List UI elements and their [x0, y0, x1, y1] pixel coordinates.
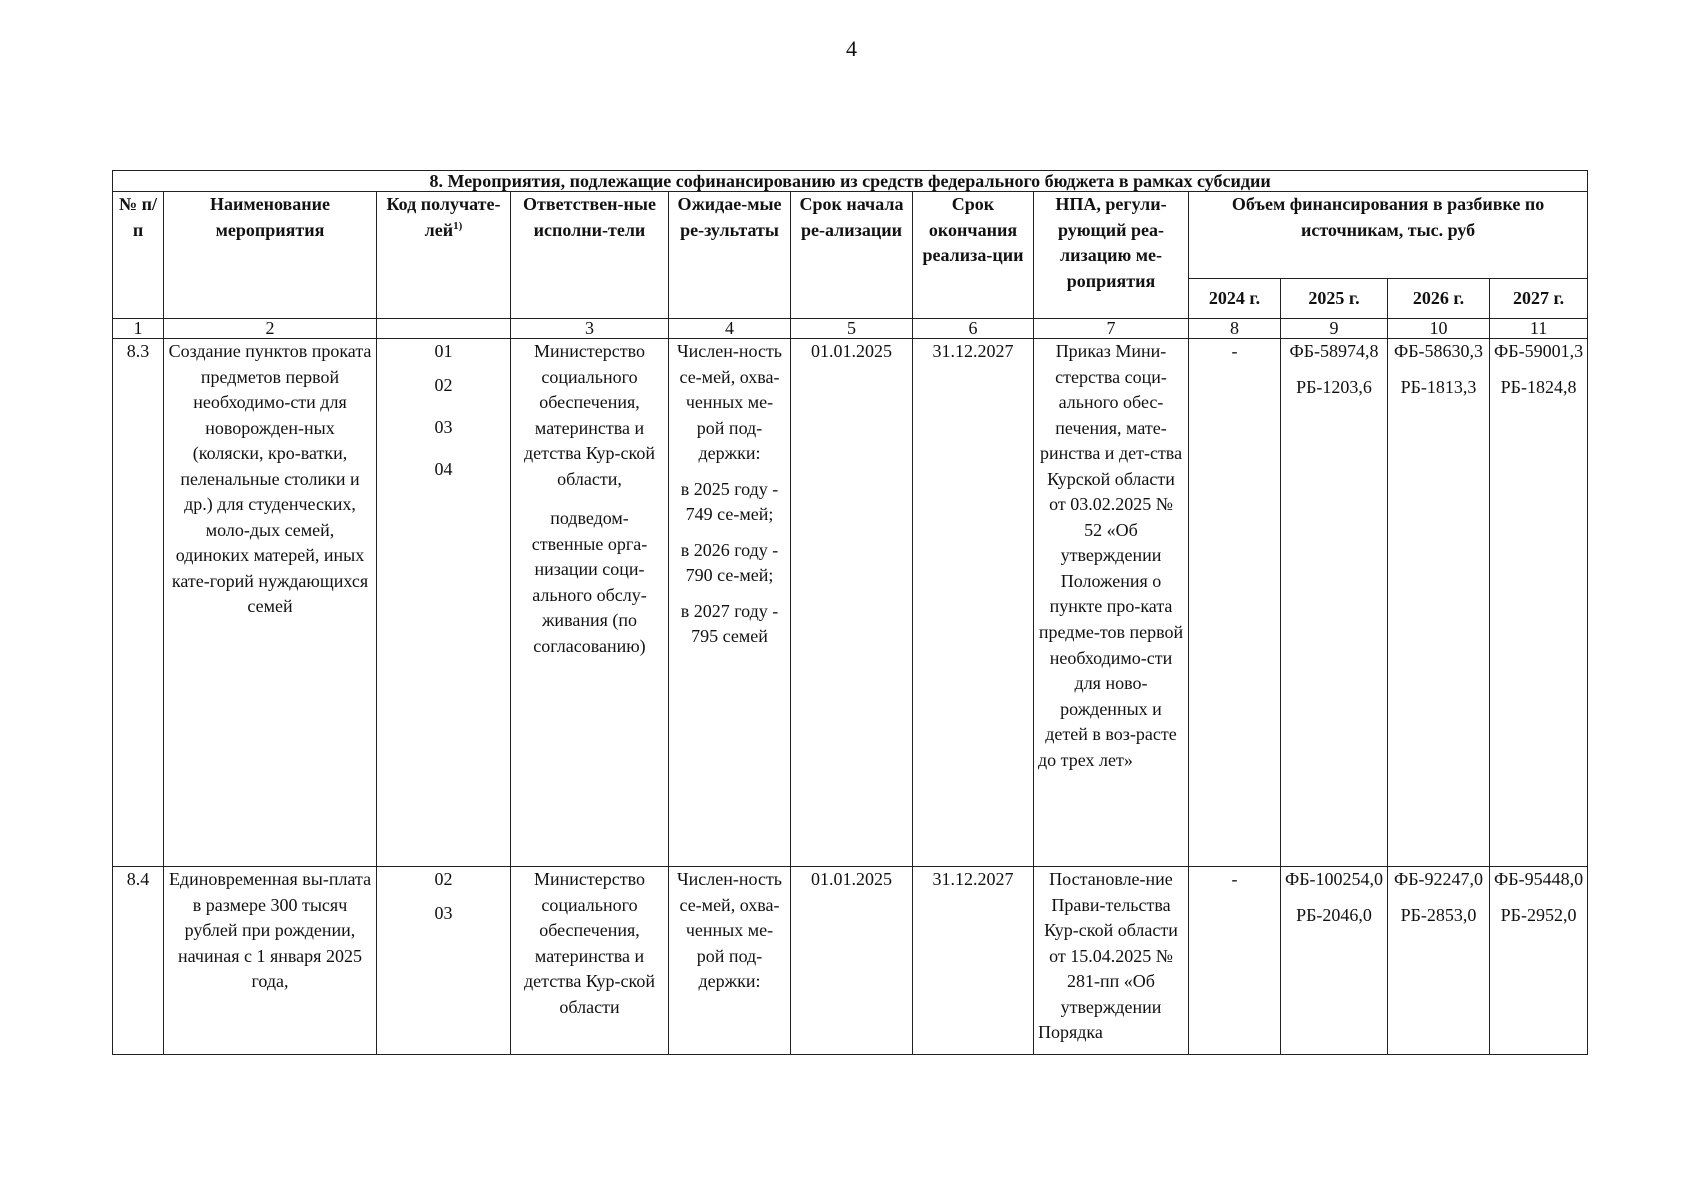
- results-intro: Числен-ность се-мей, охва-ченных ме-рой под-держки:: [676, 341, 783, 464]
- row-results: Числен-ность се-мей, охва-ченных ме-рой под-держки:: [669, 867, 791, 1055]
- recipient-code: 01: [434, 341, 453, 361]
- col-num-10: 10: [1388, 319, 1490, 339]
- row-2025: [1281, 867, 1388, 1055]
- recipient-code: 03: [434, 903, 453, 923]
- col-num-5: 5: [791, 319, 913, 339]
- header-funding: Объем финансирования в разбивке по источникам, тыс. руб: [1189, 192, 1588, 279]
- results-2027: в 2027 году - 795 семей: [680, 600, 779, 647]
- funding-rb: РБ-1824,8: [1500, 376, 1577, 397]
- recipient-code: 02: [434, 869, 453, 889]
- header-year-2025: 2025 г.: [1281, 279, 1388, 319]
- row-npa: Приказ Мини-стерства соци-ального обес-печения, мате-ринства и дет-ства Курской области от 03.02.2025 № 52 «Об утверждении Положения о пункте про-ката предме-тов первой необходимо-сти для ново-рожденных и детей в воз-расте до трех лет»: [1034, 339, 1189, 867]
- header-start: Срок начала ре-ализации: [791, 192, 913, 319]
- row-responsible: [511, 339, 669, 867]
- funding-rb: РБ-2952,0: [1500, 904, 1577, 925]
- row-responsible: Министерство социального обеспечения, материнства и детства Кур-ской области: [511, 867, 669, 1055]
- header-year-2024: 2024 г.: [1189, 279, 1281, 319]
- results-2025: в 2025 году - 749 се-мей;: [680, 478, 779, 525]
- funding-fb: ФБ-92247,0: [1393, 869, 1484, 889]
- header-results: Ожидае-мые ре-зультаты: [669, 192, 791, 319]
- section-title: 8. Мероприятия, подлежащие софинансированию из средств федерального бюджета в рамках субсидии: [113, 171, 1588, 192]
- funding-fb: ФБ-100254,0: [1285, 869, 1384, 889]
- funding-fb: ФБ-59001,3: [1494, 341, 1584, 361]
- funding-rb: РБ-1813,3: [1400, 376, 1477, 397]
- col-num-4: 4: [669, 319, 791, 339]
- col-num-11: 11: [1490, 319, 1588, 339]
- funding-fb: ФБ-58630,3: [1393, 341, 1484, 361]
- row-codes: [377, 867, 511, 1055]
- row-start-date: 01.01.2025: [791, 339, 913, 867]
- row-results: [669, 339, 791, 867]
- header-npa: НПА, регули-рующий реа-лизацию ме-роприятия: [1034, 192, 1189, 319]
- header-responsible: Ответствен-ные исполни-тели: [511, 192, 669, 319]
- row-2026: [1388, 867, 1490, 1055]
- table-row: [113, 339, 1588, 867]
- recipient-code: 04: [434, 459, 453, 479]
- row-2027: [1490, 339, 1588, 867]
- row-2027: [1490, 867, 1588, 1055]
- funding-rb: РБ-2853,0: [1400, 904, 1477, 925]
- recipient-code: 02: [434, 375, 453, 395]
- header-code-label: Код получате-лей: [386, 194, 501, 240]
- funding-table: [112, 170, 1588, 1055]
- row-start-date: 01.01.2025: [791, 867, 913, 1055]
- responsible-subordinate: подведом-ственные орга-низации соци-ального обслу-живания (по согласованию): [531, 508, 648, 657]
- responsible-ministry: Министерство социального обеспечения, материнства и детства Кур-ской области,: [524, 341, 655, 489]
- recipient-code: 03: [434, 417, 453, 437]
- header-name: Наименование мероприятия: [164, 192, 377, 319]
- row-2026: [1388, 339, 1490, 867]
- table-row: [113, 867, 1588, 1055]
- header-year-2027: 2027 г.: [1490, 279, 1588, 319]
- col-num-6: 6: [913, 319, 1034, 339]
- row-2024: -: [1189, 867, 1281, 1055]
- row-npa: Постановле-ние Прави-тельства Кур-ской области от 15.04.2025 № 281-пп «Об утверждении Порядка: [1034, 867, 1189, 1055]
- col-num-2: 2: [164, 319, 377, 339]
- funding-rb: РБ-2046,0: [1296, 904, 1372, 925]
- row-name: Создание пунктов проката предметов первой необходимо-сти для новорожден-ных (коляски, кро-ватки, пеленальные столики и др.) для студенческих, моло-дых семей, одиноких матерей, иных кате-горий нуждающихся семей: [164, 339, 377, 867]
- col-num-3: 3: [511, 319, 669, 339]
- header-code-footnote: 1): [453, 219, 463, 232]
- header-num: № п/п: [113, 192, 164, 319]
- col-num-7: 7: [1034, 319, 1189, 339]
- col-num-blank: [377, 319, 511, 339]
- header-year-2026: 2026 г.: [1388, 279, 1490, 319]
- row-2024: -: [1189, 339, 1281, 867]
- results-2026: в 2026 году - 790 се-мей;: [680, 539, 779, 586]
- row-name: Единовременная вы-плата в размере 300 тысяч рублей при рождении, начиная с 1 января 2025 года,: [164, 867, 377, 1055]
- header-code: [377, 192, 511, 319]
- col-num-8: 8: [1189, 319, 1281, 339]
- col-num-9: 9: [1281, 319, 1388, 339]
- row-number: 8.3: [113, 339, 164, 867]
- row-codes: [377, 339, 511, 867]
- row-end-date: 31.12.2027: [913, 339, 1034, 867]
- funding-rb: РБ-1203,6: [1296, 376, 1372, 397]
- row-end-date: 31.12.2027: [913, 867, 1034, 1055]
- row-2025: [1281, 339, 1388, 867]
- funding-fb: ФБ-95448,0: [1494, 869, 1584, 889]
- page-number: 4: [846, 36, 857, 61]
- col-num-1: 1: [113, 319, 164, 339]
- row-number: 8.4: [113, 867, 164, 1055]
- funding-fb: ФБ-58974,8: [1289, 341, 1379, 361]
- header-end: Срок окончания реализа-ции: [913, 192, 1034, 319]
